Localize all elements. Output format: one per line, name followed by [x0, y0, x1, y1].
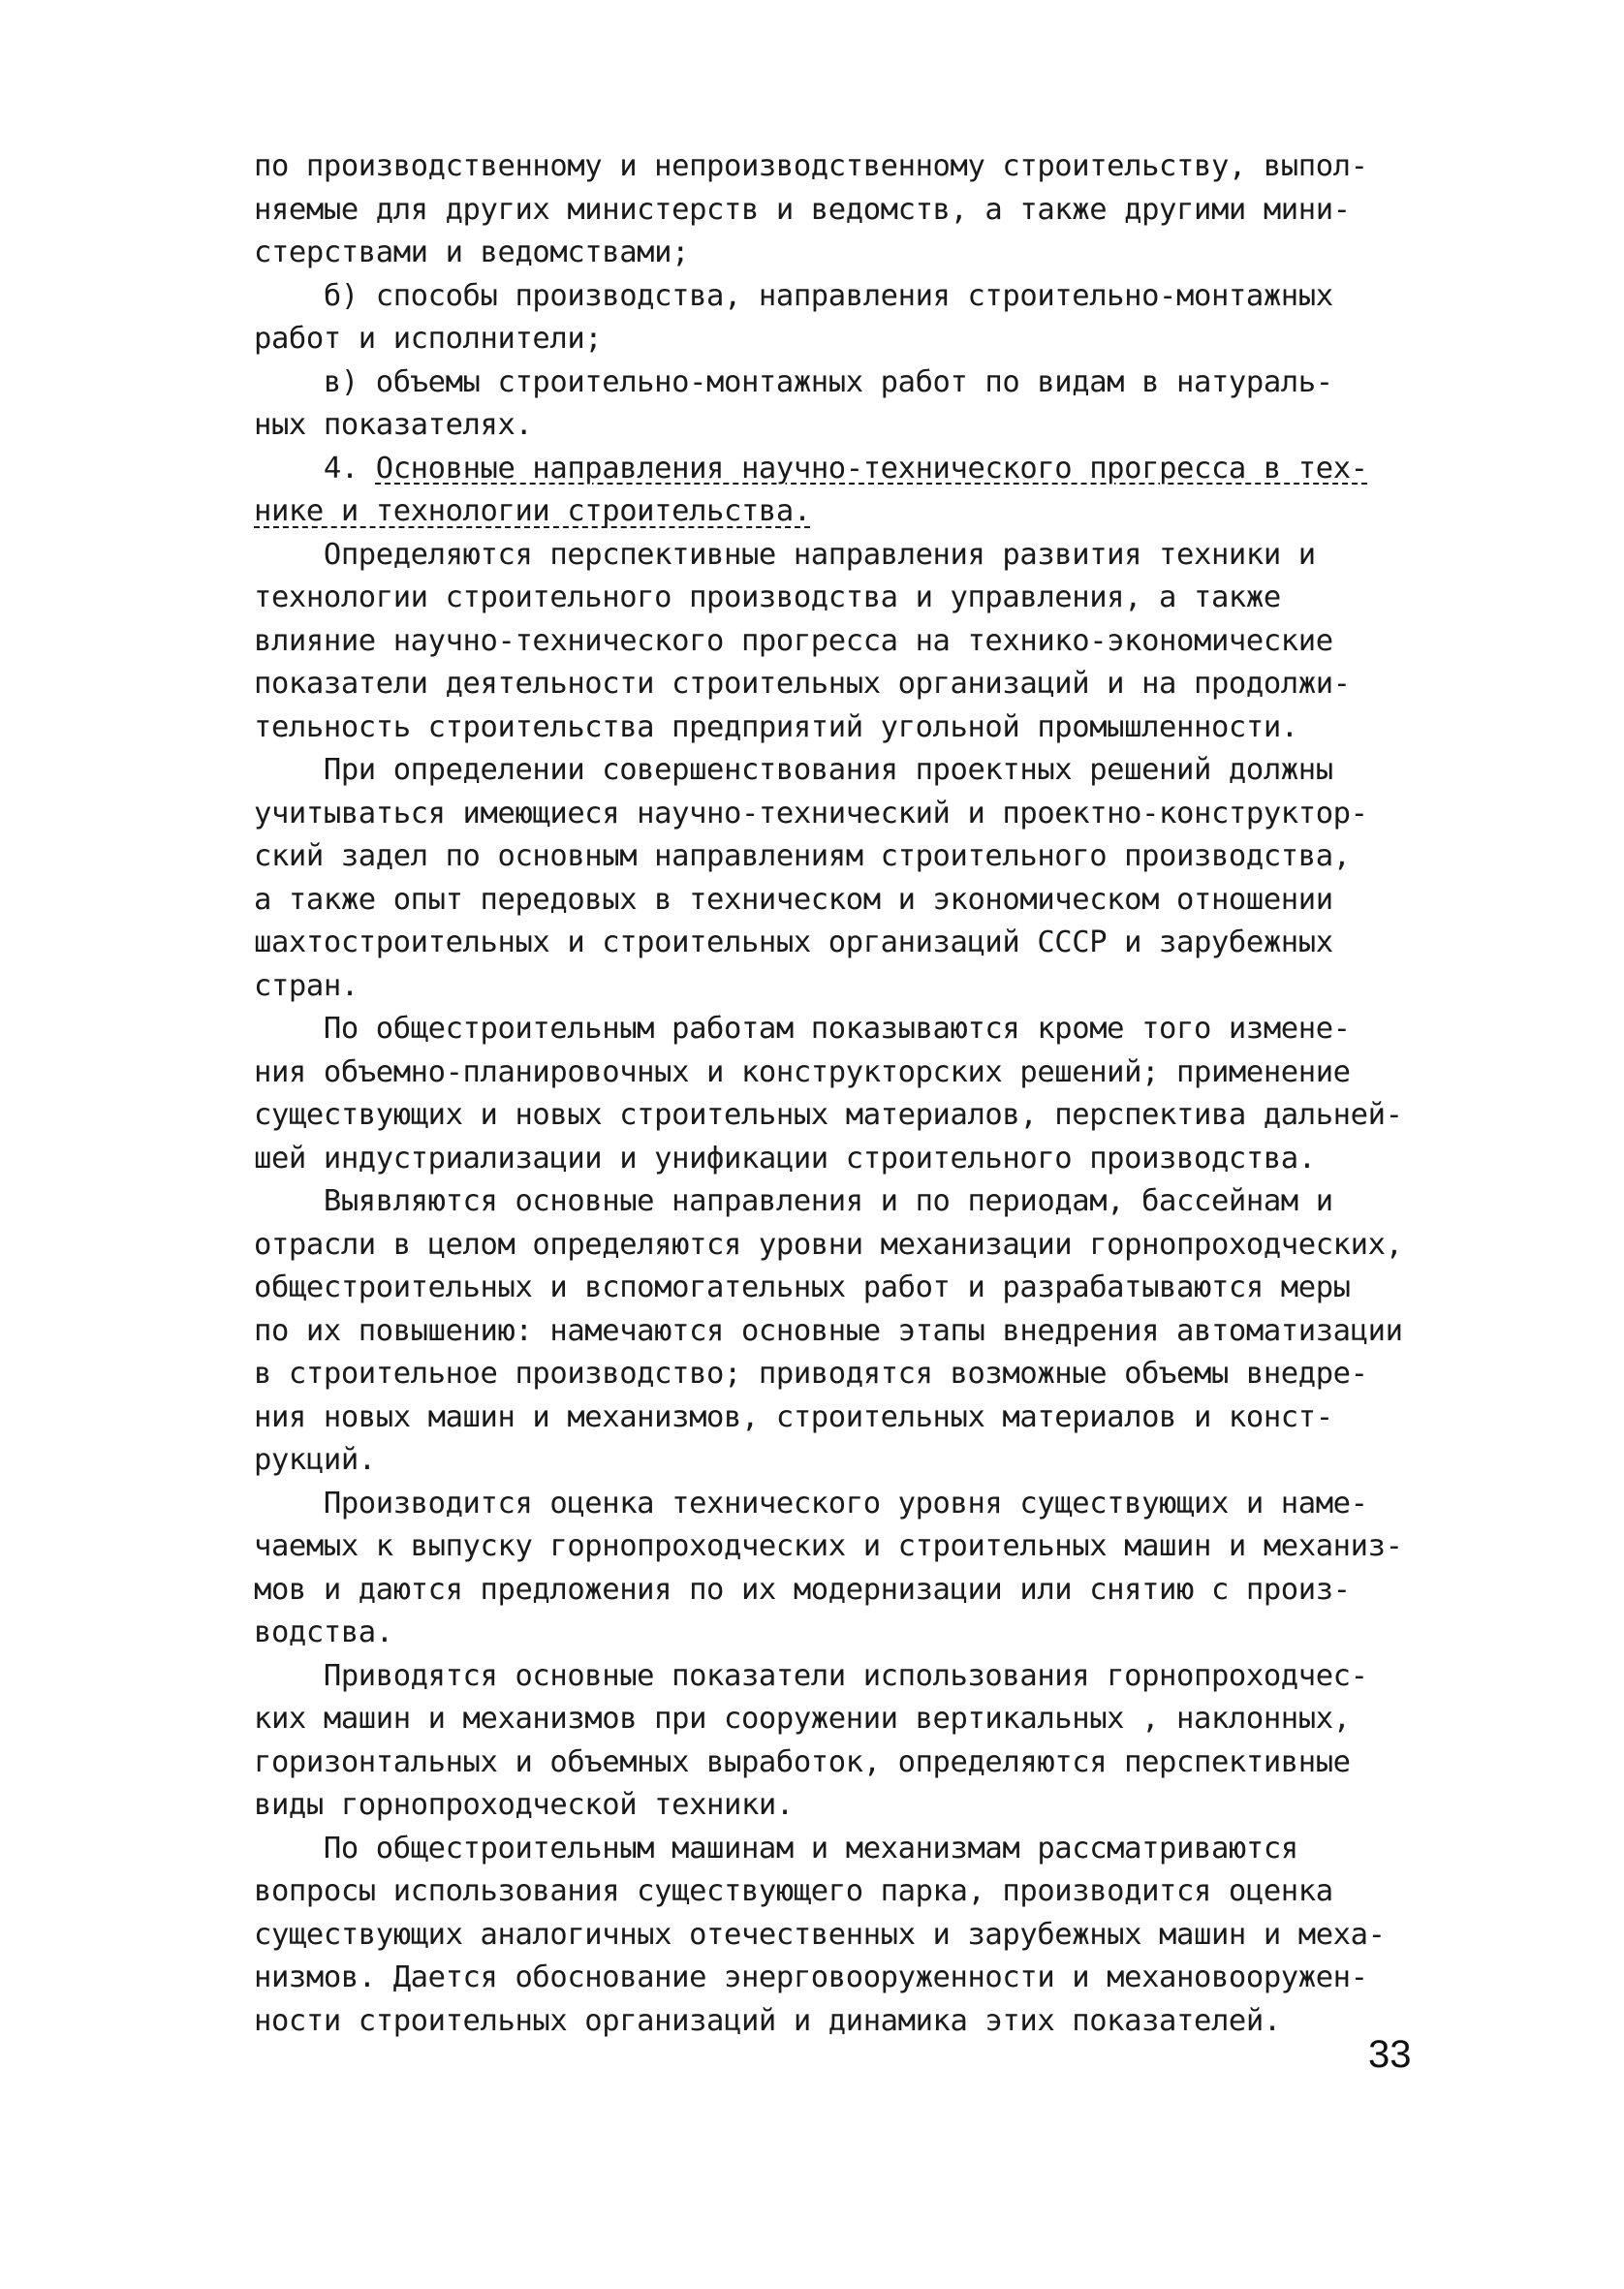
- text-line: виды горнопроходческой техники.: [254, 1788, 794, 1822]
- heading-line-2: нике и технологии строительства.: [254, 494, 811, 528]
- text-line: мов и даются предложения по их модернизации или снятию с произ-: [254, 1572, 1351, 1607]
- section-heading: [254, 448, 1446, 491]
- text-line: чаемых к выпуску горнопроходческих и строительных машин и механиз-: [254, 1529, 1403, 1563]
- text-line: Выявляются основные направления и по периодам, бассейнам и: [254, 1184, 1333, 1218]
- text-line: шахтостроительных и строительных организаций СССР и зарубежных: [254, 925, 1333, 959]
- text-line: показатели деятельности строительных организаций и на продолжи-: [254, 667, 1351, 701]
- text-line: няемые для других министерств и ведомств, а также другими мини-: [254, 192, 1351, 227]
- text-line: Приводятся основные показатели использования горнопроходчес-: [254, 1658, 1368, 1693]
- text-line: существующих аналогичных отечественных и зарубежных машин и меха-: [254, 1917, 1386, 1952]
- text-line: технологии строительного производства и управления, а также: [254, 580, 1281, 614]
- text-line: рукций.: [254, 1443, 376, 1477]
- text-line: горизонтальных и объемных выработок, определяются перспективные: [254, 1744, 1351, 1779]
- document-text: [254, 145, 1446, 2043]
- page-number: 33: [1368, 2033, 1412, 2076]
- text-line: По общестроительным машинам и механизмам рассматриваются: [254, 1831, 1298, 1866]
- text-line: по производственному и непроизводственному строительству, выпол-: [254, 149, 1368, 183]
- heading-line-1: Основные направления научно-технического прогресса в тех-: [375, 451, 1368, 486]
- text-line: ности строительных организаций и динамика этих показателей.: [254, 2003, 1281, 2038]
- text-line: Определяются перспективные направления развития техники и: [254, 537, 1316, 572]
- text-line: стран.: [254, 968, 359, 1003]
- text-line: общестроительных и вспомогательных работ и разрабатываются меры: [254, 1270, 1351, 1304]
- text-line: ский задел по основным направлениям строительного производства,: [254, 839, 1351, 873]
- text-line: водства.: [254, 1615, 393, 1649]
- text-line: ния объемно-планировочных и конструкторских решений; применение: [254, 1054, 1351, 1089]
- text-line: шей индустриализации и унификации строительного производства.: [254, 1141, 1316, 1176]
- text-line: работ и исполнители;: [254, 322, 603, 356]
- text-line: По общестроительным работам показываются кроме того измене-: [254, 1012, 1351, 1046]
- text-line: б) способы производства, направления строительно-монтажных: [254, 278, 1333, 313]
- text-line: влияние научно-технического прогресса на технико-экономические: [254, 623, 1333, 658]
- text-line: Производится оценка технического уровня существующих и наме-: [254, 1486, 1368, 1521]
- text-line: а также опыт передовых в техническом и экономическом отношении: [254, 882, 1333, 917]
- text-line: отрасли в целом определяются уровни механизации горнопроходческих,: [254, 1227, 1403, 1262]
- text-line: стерствами и ведомствами;: [254, 235, 690, 269]
- text-line: низмов. Дается обоснование энерговооруженности и механовооружен-: [254, 1960, 1368, 1994]
- heading-prefix: 4.: [254, 451, 376, 486]
- text-line: по их повышению: намечаются основные этапы внедрения автоматизации: [254, 1313, 1403, 1348]
- text-line: тельность строительства предприятий угольной промышленности.: [254, 709, 1298, 744]
- text-line: ных показателях.: [254, 408, 533, 442]
- text-line: ких машин и механизмов при сооружении вертикальных , наклонных,: [254, 1702, 1351, 1736]
- text-line: При определении совершенствования проектных решений должны: [254, 753, 1333, 787]
- text-line: ния новых машин и механизмов, строительных материалов и конст-: [254, 1399, 1333, 1434]
- text-line: в) объемы строительно-монтажных работ по видам в натураль-: [254, 364, 1333, 399]
- text-line: вопросы использования существующего парка, производится оценка: [254, 1874, 1333, 1908]
- text-line: существующих и новых строительных материалов, перспектива дальней-: [254, 1098, 1403, 1132]
- text-line: учитываться имеющиеся научно-технический и проектно-конструктор-: [254, 796, 1368, 831]
- text-line: в строительное производство; приводятся возможные объемы внедре-: [254, 1357, 1368, 1391]
- section-heading-cont: [254, 490, 1446, 534]
